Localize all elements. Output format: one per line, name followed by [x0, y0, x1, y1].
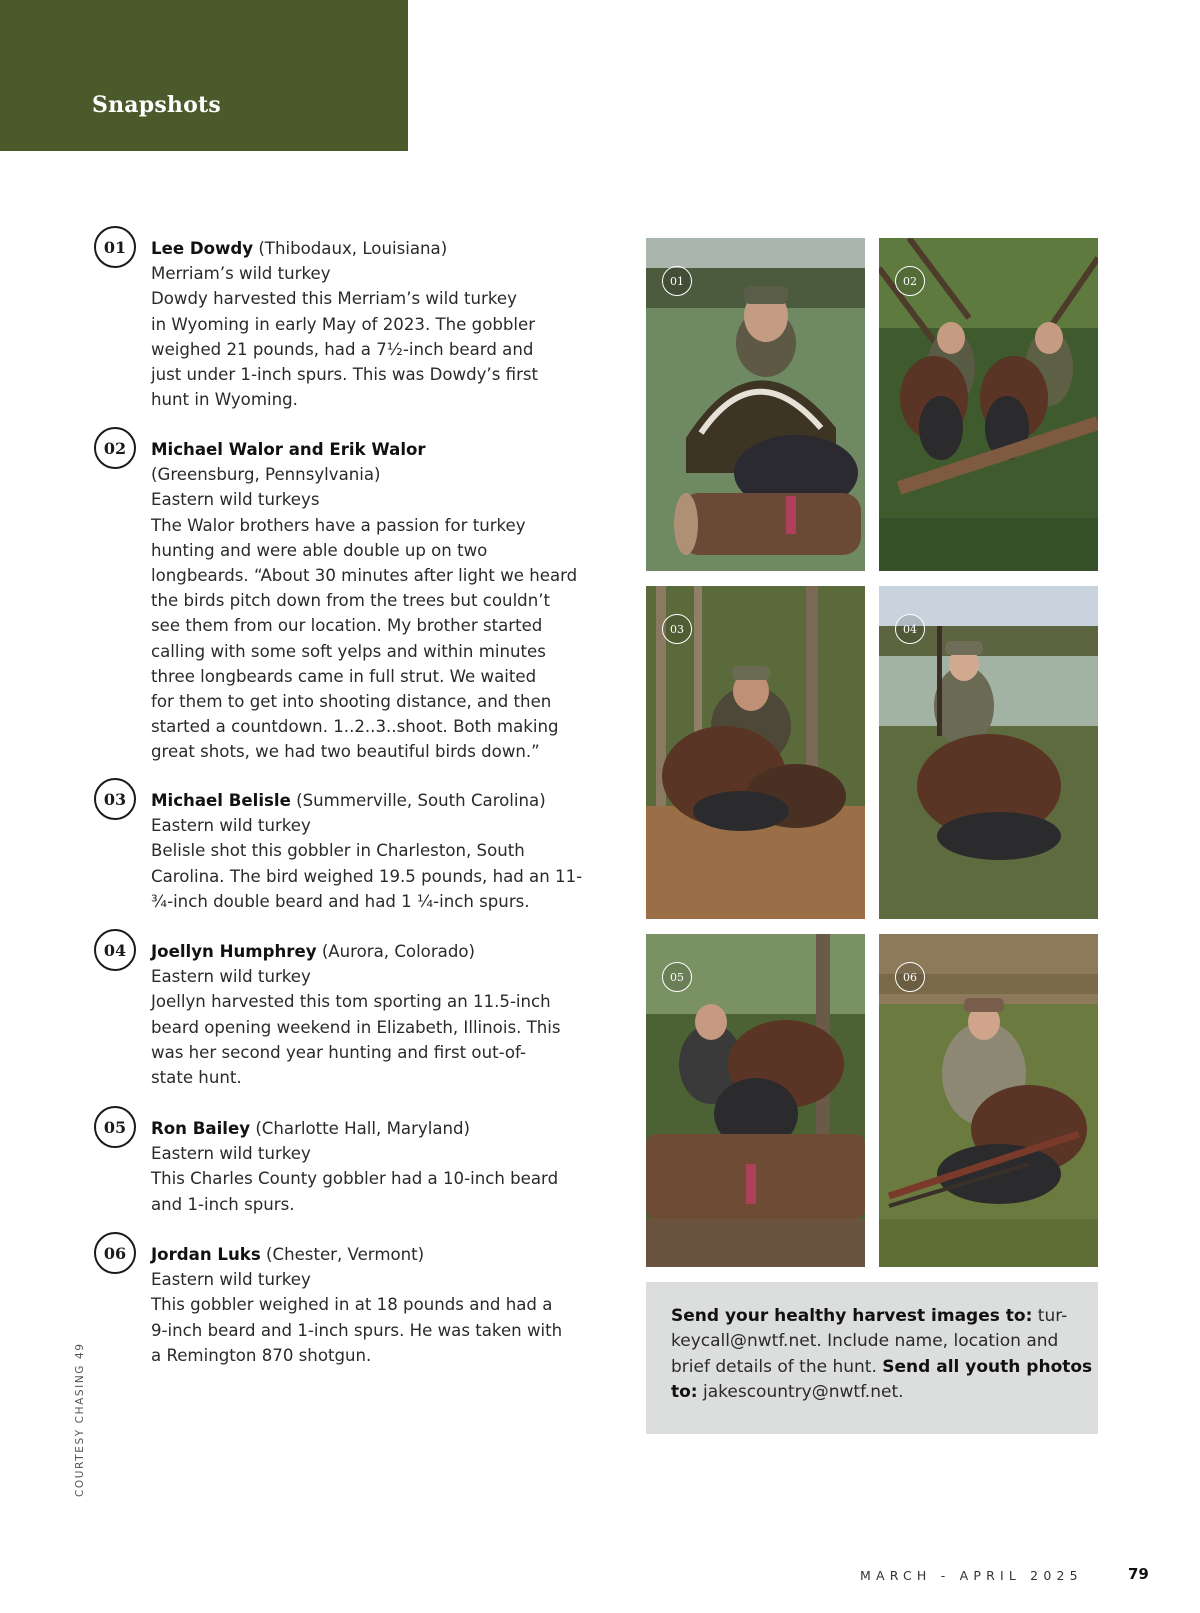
entry-number-badge: 03	[94, 778, 136, 820]
entry-06	[94, 1242, 584, 1368]
entry-04	[94, 939, 584, 1090]
photo-number-badge: 05	[662, 962, 692, 992]
entry-line: This gobbler weighed in at 18 pounds and had a	[151, 1295, 553, 1315]
entry-number-badge: 01	[94, 226, 136, 268]
entry-05	[94, 1116, 584, 1217]
entry-line: see them from our location. My brother started	[151, 616, 543, 636]
photo-03	[646, 586, 865, 919]
entry-line: hunt in Wyoming.	[151, 390, 298, 410]
entry-line: state hunt.	[151, 1068, 242, 1088]
entry-line: beard opening weekend in Elizabeth, Illinois. This	[151, 1017, 561, 1037]
entry-number-badge: 02	[94, 427, 136, 469]
entry-text	[151, 1242, 584, 1368]
entry-line: ¾-inch double beard and had 1 ¼-inch spurs.	[151, 891, 530, 911]
entry-line: Carolina. The bird weighed 19.5 pounds, had an 11-	[151, 866, 583, 886]
entry-location: (Greensburg, Pennsylvania)	[151, 465, 381, 485]
callout-text-part: brief details of the hunt.	[671, 1356, 883, 1377]
callout-line: keycall@nwtf.net. Include name, location and	[671, 1331, 1059, 1352]
callout-bold: Send your healthy harvest images to:	[671, 1306, 1033, 1326]
entry-line: This Charles County gobbler had a 10-inch beard	[151, 1169, 559, 1189]
entry-line: 9-inch beard and 1-inch spurs. He was taken with	[151, 1320, 563, 1340]
entry-number-badge: 05	[94, 1106, 136, 1148]
entry-name: Joellyn Humphrey	[151, 942, 317, 961]
entry-number-badge: 04	[94, 929, 136, 971]
entry-03	[94, 788, 584, 914]
callout-bold: Send all youth photos	[882, 1356, 1093, 1377]
entry-species: Merriam’s wild turkey	[151, 264, 331, 284]
page-number: 79	[1128, 1565, 1149, 1583]
section-header-block	[0, 0, 408, 151]
entry-location: (Charlotte Hall, Maryland)	[250, 1119, 471, 1138]
entry-name: Ron Bailey	[151, 1119, 251, 1138]
entry-line: was her second year hunting and first out-of-	[151, 1042, 526, 1062]
entry-text	[151, 939, 584, 1090]
entry-line: great shots, we had two beautiful birds down.”	[151, 742, 540, 762]
entry-text	[151, 788, 584, 914]
entry-02	[94, 437, 584, 765]
entry-name: Michael Belisle	[151, 791, 291, 810]
entry-text	[151, 437, 584, 765]
entry-species: Eastern wild turkey	[151, 1144, 311, 1164]
entry-01	[94, 236, 584, 412]
entry-line: longbeards. “About 30 minutes after light we heard	[151, 566, 578, 586]
entry-number-badge: 06	[94, 1232, 136, 1274]
entry-line: Dowdy harvested this Merriam’s wild turkey	[151, 289, 517, 309]
photo-number-badge: 02	[895, 266, 925, 296]
photo-05	[646, 934, 865, 1267]
submission-callout-text	[671, 1304, 1093, 1406]
entry-species: Eastern wild turkey	[151, 816, 311, 836]
submission-callout-box	[646, 1282, 1098, 1434]
photo-04	[879, 586, 1098, 919]
entry-line: Belisle shot this gobbler in Charleston, South	[151, 841, 525, 861]
callout-text-part: tur-	[1032, 1306, 1068, 1326]
photo-number-badge: 01	[662, 266, 692, 296]
entry-line: and 1-inch spurs.	[151, 1194, 295, 1214]
photo-number-badge: 03	[662, 614, 692, 644]
photo-01	[646, 238, 865, 571]
photo-number-badge: 06	[895, 962, 925, 992]
entry-line: a Remington 870 shotgun.	[151, 1345, 372, 1365]
entry-name: Jordan Luks	[151, 1245, 261, 1264]
entry-species: Eastern wild turkey	[151, 1270, 311, 1290]
entry-location: (Aurora, Colorado)	[316, 942, 475, 961]
entry-line: The Walor brothers have a passion for turkey	[151, 515, 526, 535]
entry-text	[151, 1116, 584, 1217]
entry-line: in Wyoming in early May of 2023. The gobbler	[151, 314, 536, 334]
entry-line: calling with some soft yelps and within minutes	[151, 641, 546, 661]
entry-line: for them to get into shooting distance, and then	[151, 692, 552, 712]
callout-text-part: jakescountry@nwtf.net.	[697, 1382, 904, 1403]
entry-name: Michael Walor and Erik Walor	[151, 440, 426, 459]
entry-line: three longbeards came in full strut. We waited	[151, 666, 537, 686]
entry-location: (Summerville, South Carolina)	[290, 791, 546, 810]
issue-date: MARCH - APRIL 2025	[860, 1568, 1083, 1583]
entry-name: Lee Dowdy	[151, 239, 254, 258]
section-title: Snapshots	[92, 92, 221, 118]
entry-text	[151, 236, 584, 412]
entry-species: Eastern wild turkey	[151, 967, 311, 987]
entry-species: Eastern wild turkeys	[151, 490, 320, 510]
callout-bold: to:	[671, 1382, 698, 1403]
entry-line: Joellyn harvested this tom sporting an 11.5-inch	[151, 992, 551, 1012]
entry-line: just under 1-inch spurs. This was Dowdy’s first	[151, 365, 539, 385]
photo-credit: COURTESY CHASING 49	[74, 1342, 86, 1497]
entry-location: (Thibodaux, Louisiana)	[253, 239, 448, 258]
entry-line: weighed 21 pounds, had a 7½-inch beard and	[151, 339, 534, 359]
entry-location: (Chester, Vermont)	[260, 1245, 425, 1264]
photo-06	[879, 934, 1098, 1267]
entry-line: hunting and were able double up on two	[151, 540, 488, 560]
entry-line: started a countdown. 1..2..3..shoot. Both making	[151, 717, 559, 737]
entry-line: the birds pitch down from the trees but couldn’t	[151, 591, 551, 611]
photo-number-badge: 04	[895, 614, 925, 644]
photo-02	[879, 238, 1098, 571]
